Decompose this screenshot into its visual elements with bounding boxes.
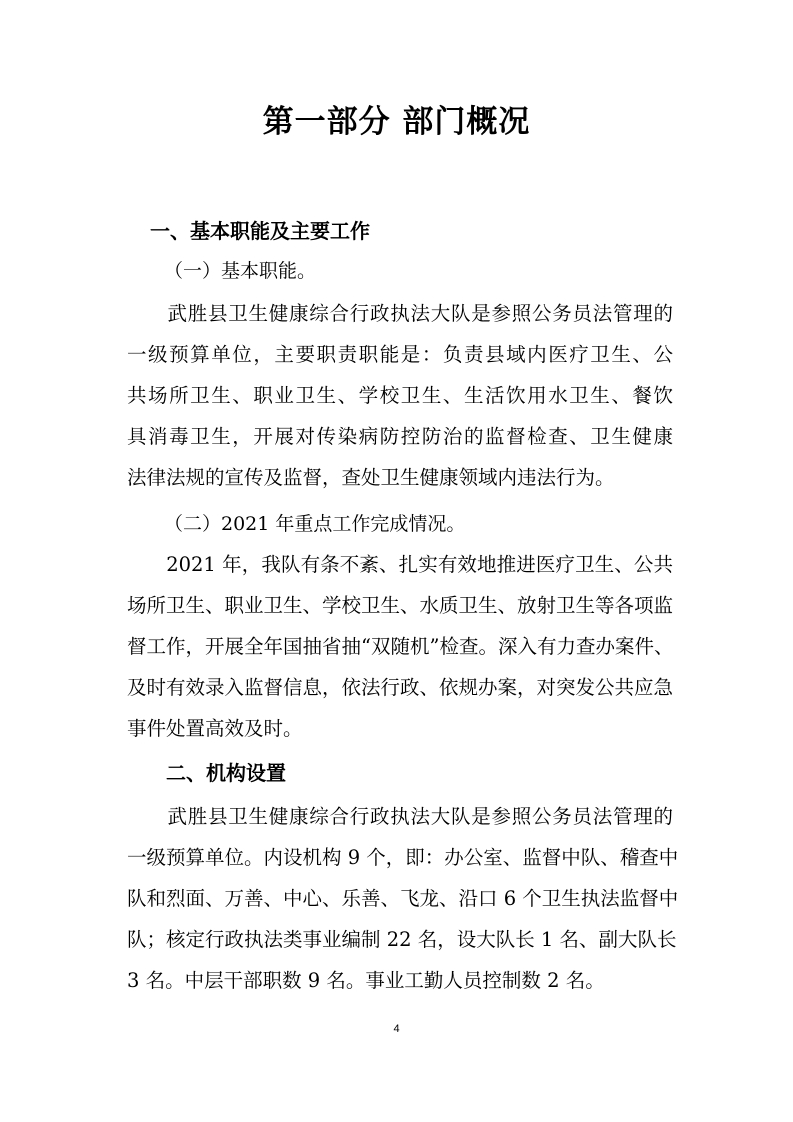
page-number: 4	[393, 1023, 400, 1035]
subheading-basic-functions: （一）基本职能。	[164, 260, 317, 282]
paragraph-basic-functions	[127, 293, 673, 498]
paragraph-line: 2021 年，我队有条不紊、扎实有效地推进医疗卫生、公共	[127, 553, 673, 576]
paragraph-line: 及时有效录入监督信息，依法行政、依规办案，对突发公共应急	[127, 676, 674, 699]
paragraph-line: 3 名。中层干部职数 9 名。事业工勤人员控制数 2 名。	[127, 969, 605, 992]
paragraph-line: 队；核定行政执法类事业编制 22 名，设大队长 1 名、副大队长	[127, 928, 677, 951]
subheading-key-work-2021: （二）2021 年重点工作完成情况。	[164, 513, 466, 535]
paragraph-line: 武胜县卫生健康综合行政执法大队是参照公务员法管理的	[127, 302, 673, 325]
paragraph-line: 场所卫生、职业卫生、学校卫生、水质卫生、放射卫生等各项监	[127, 594, 674, 617]
paragraph-key-work-2021	[127, 544, 673, 749]
section-heading-basic-functions: 一、基本职能及主要工作	[150, 219, 370, 243]
paragraph-line: 武胜县卫生健康综合行政执法大队是参照公务员法管理的	[127, 805, 673, 828]
paragraph-line: 一级预算单位。内设机构 9 个，即：办公室、监督中队、稽查中	[127, 846, 679, 869]
paragraph-organization	[127, 796, 679, 1001]
paragraph-line: 一级预算单位，主要职责职能是：负责县域内医疗卫生、公	[127, 343, 673, 366]
paragraph-line: 共场所卫生、职业卫生、学校卫生、生活饮用水卫生、餐饮	[127, 384, 673, 407]
paragraph-line: 督工作，开展全年国抽省抽“双随机”检查。深入有力查办案件、	[127, 635, 674, 658]
page-title: 第一部分 部门概况	[262, 104, 531, 140]
paragraph-line: 具消毒卫生，开展对传染病防控防治的监督检查、卫生健康	[127, 425, 673, 448]
paragraph-line: 事件处置高效及时。	[127, 717, 303, 740]
paragraph-line: 法律法规的宣传及监督，查处卫生健康领域内违法行为。	[127, 466, 615, 489]
section-heading-organization: 二、机构设置	[166, 761, 286, 785]
paragraph-line: 队和烈面、万善、中心、乐善、飞龙、沿口 6 个卫生执法监督中	[127, 887, 679, 910]
